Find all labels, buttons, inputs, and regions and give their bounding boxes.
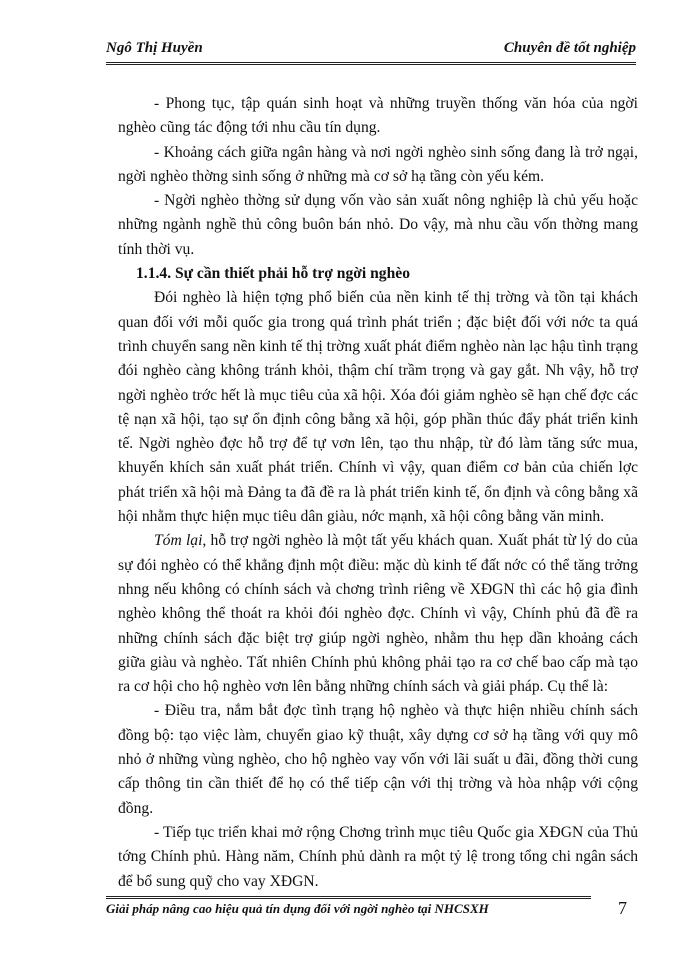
paragraph-national-program: - Tiếp tục triển khai mở rộng Chơng trình mục tiêu Quốc gia XĐGN của Thủ tớng Chính phủ. Hàng năm, Chính phủ dành ra một tỷ lệ trong tổng chi ngân sách để bổ sung quỹ cho vay XĐGN. [118, 823, 638, 890]
page-footer [106, 896, 591, 919]
paragraph-poverty-overview: Đói nghèo là hiện tợng phổ biến của nền kinh tế thị trờng và tồn tại khách quan đối với mỗi quốc gia trong quá trình phát triển ; đặc biệt đối với nớc ta quá trình chuyển sang nền kinh tế thị trờng xuất phát điểm nghèo nàn lạc hậu tình trạng đói nghèo càng không tránh khỏi, thậm chí trầm trọng và gay gắt. Nh vậy, hỗ trợ ngời nghèo trớc hết là mục tiêu của xã hội. Xóa đói giảm nghèo sẽ hạn chế đợc các tệ nạn xã hội, tạo sự ổn định công bằng xã hội, góp phần thúc đẩy phát triển kinh tế. Ngời nghèo đợc hỗ trợ để tự vơn lên, tạo thu nhập, từ đó làm tăng sức mua, khuyến khích sản xuất phát triển. Chính vì vậy, quan điểm cơ bản của chiến lợc phát triển xã hội mà Đảng ta đã đề ra là phát triển kinh tế, ổn định và công bằng xã hội nhằm thực hiện mục tiêu dân giàu, nớc mạnh, xã hội công bằng văn minh. [118, 289, 638, 526]
summary-text: , hỗ trợ ngời nghèo là một tất yếu khách quan. Xuất phát từ lý do của sự đói nghèo có thể khẳng định một điều: mặc dù kinh tế đất nớc có thể tăng trởng nhng nếu không có chính sách và chơng trình riêng về XĐGN thì các hộ gia đình nghèo không thể thoát ra khỏi đói nghèo đợc. Chính vì vậy, Chính phủ đã đề ra những chính sách đặc biệt trợ giúp ngời nghèo, nhằm thu hẹp dần khoảng cách giữa giàu và nghèo. Tất nhiên Chính phủ không phải tạo ra cơ chế bao cấp mà tạo ra cơ hội cho hộ nghèo vơn lên bằng những chính sách và giải pháp. Cụ thể là: [118, 532, 638, 696]
paragraph-summary [118, 529, 638, 699]
section-heading: 1.1.4. Sự cần thiết phải hỗ trợ ngời nghèo [136, 265, 410, 283]
paragraph-seasonal-capital: - Ngời nghèo thờng sử dụng vốn vào sản xuất nông nghiệp là chủ yếu hoặc những ngành nghề thủ công buôn bán nhỏ. Do vậy, mà nhu cầu vốn thờng mang tính thời vụ. [118, 192, 638, 258]
header-document-type: Chuyên đề tốt nghiệp [503, 40, 636, 56]
footer-title: Giải pháp nâng cao hiệu quả tín dụng đối với ngời nghèo tại NHCSXH [106, 901, 489, 916]
page-number: 7 [618, 898, 627, 918]
paragraph-distance: - Khoảng cách giữa ngân hàng và nơi ngời nghèo sinh sống đang là trở ngại, ngời nghèo thờng sinh sống ở những mà cơ sở hạ tầng còn yếu kém. [118, 143, 638, 185]
summary-lead: Tóm lại [154, 532, 203, 550]
page-header [106, 40, 636, 65]
header-author: Ngô Thị Huyền [106, 40, 203, 56]
page-body [118, 92, 638, 894]
paragraph-survey-policy: - Điều tra, nắm bắt đợc tình trạng hộ nghèo và thực hiện nhiều chính sách đồng bộ: tạo việc làm, chuyển giao kỹ thuật, xây dựng cơ sở hạ tầng với quy mô nhỏ ở những vùng nghèo, cho hộ nghèo vay vốn với lãi suất u đãi, đồng thời cung cấp thông tin cần thiết để họ có thể tiếp cận với thị trờng và hòa nhập với cộng đồng. [118, 702, 638, 817]
paragraph-customs: - Phong tục, tập quán sinh hoạt và những truyền thống văn hóa của ngời nghèo cũng tác động tới nhu cầu tín dụng. [118, 95, 638, 137]
